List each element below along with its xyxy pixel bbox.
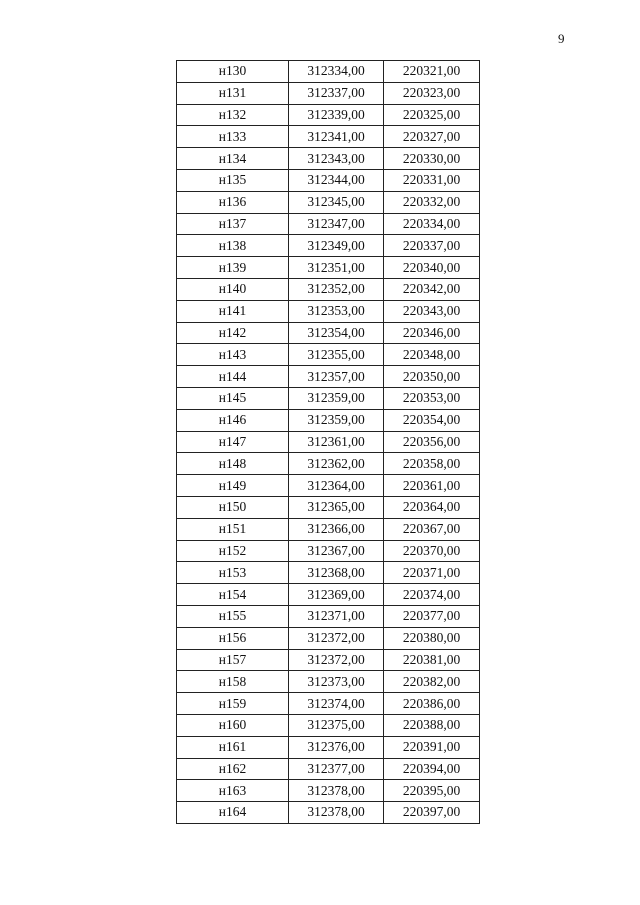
y-coordinate-cell: 220358,00 xyxy=(384,453,480,475)
point-id-cell: н147 xyxy=(177,431,289,453)
table-row xyxy=(177,584,480,606)
point-id-cell: н157 xyxy=(177,649,289,671)
x-coordinate-cell: 312355,00 xyxy=(289,344,384,366)
point-id-cell: н137 xyxy=(177,213,289,235)
y-coordinate-cell: 220397,00 xyxy=(384,802,480,824)
table-row xyxy=(177,562,480,584)
y-coordinate-cell: 220388,00 xyxy=(384,714,480,736)
point-id-cell: н151 xyxy=(177,518,289,540)
x-coordinate-cell: 312347,00 xyxy=(289,213,384,235)
y-coordinate-cell: 220340,00 xyxy=(384,257,480,279)
y-coordinate-cell: 220374,00 xyxy=(384,584,480,606)
y-coordinate-cell: 220356,00 xyxy=(384,431,480,453)
point-id-cell: н158 xyxy=(177,671,289,693)
table-row xyxy=(177,61,480,83)
table-row xyxy=(177,496,480,518)
point-id-cell: н160 xyxy=(177,714,289,736)
table-row xyxy=(177,82,480,104)
table-row xyxy=(177,235,480,257)
table-row xyxy=(177,453,480,475)
y-coordinate-cell: 220391,00 xyxy=(384,736,480,758)
table-row xyxy=(177,671,480,693)
table-row xyxy=(177,104,480,126)
point-id-cell: н156 xyxy=(177,627,289,649)
x-coordinate-cell: 312359,00 xyxy=(289,387,384,409)
y-coordinate-cell: 220337,00 xyxy=(384,235,480,257)
y-coordinate-cell: 220334,00 xyxy=(384,213,480,235)
x-coordinate-cell: 312334,00 xyxy=(289,61,384,83)
point-id-cell: н135 xyxy=(177,169,289,191)
y-coordinate-cell: 220354,00 xyxy=(384,409,480,431)
x-coordinate-cell: 312361,00 xyxy=(289,431,384,453)
y-coordinate-cell: 220325,00 xyxy=(384,104,480,126)
point-id-cell: н164 xyxy=(177,802,289,824)
point-id-cell: н161 xyxy=(177,736,289,758)
point-id-cell: н133 xyxy=(177,126,289,148)
page-number: 9 xyxy=(558,31,565,46)
y-coordinate-cell: 220321,00 xyxy=(384,61,480,83)
x-coordinate-cell: 312353,00 xyxy=(289,300,384,322)
x-coordinate-cell: 312339,00 xyxy=(289,104,384,126)
point-id-cell: н159 xyxy=(177,693,289,715)
x-coordinate-cell: 312362,00 xyxy=(289,453,384,475)
point-id-cell: н143 xyxy=(177,344,289,366)
point-id-cell: н138 xyxy=(177,235,289,257)
x-coordinate-cell: 312374,00 xyxy=(289,693,384,715)
coordinates-table-body xyxy=(177,61,480,824)
x-coordinate-cell: 312364,00 xyxy=(289,475,384,497)
x-coordinate-cell: 312341,00 xyxy=(289,126,384,148)
y-coordinate-cell: 220323,00 xyxy=(384,82,480,104)
table-row xyxy=(177,758,480,780)
point-id-cell: н149 xyxy=(177,475,289,497)
table-row xyxy=(177,649,480,671)
point-id-cell: н146 xyxy=(177,409,289,431)
point-id-cell: н142 xyxy=(177,322,289,344)
point-id-cell: н153 xyxy=(177,562,289,584)
table-row xyxy=(177,126,480,148)
y-coordinate-cell: 220377,00 xyxy=(384,605,480,627)
y-coordinate-cell: 220361,00 xyxy=(384,475,480,497)
x-coordinate-cell: 312365,00 xyxy=(289,496,384,518)
point-id-cell: н131 xyxy=(177,82,289,104)
table-row xyxy=(177,518,480,540)
point-id-cell: н152 xyxy=(177,540,289,562)
y-coordinate-cell: 220371,00 xyxy=(384,562,480,584)
x-coordinate-cell: 312352,00 xyxy=(289,278,384,300)
point-id-cell: н163 xyxy=(177,780,289,802)
y-coordinate-cell: 220343,00 xyxy=(384,300,480,322)
point-id-cell: н154 xyxy=(177,584,289,606)
point-id-cell: н162 xyxy=(177,758,289,780)
x-coordinate-cell: 312378,00 xyxy=(289,802,384,824)
x-coordinate-cell: 312337,00 xyxy=(289,82,384,104)
table-row xyxy=(177,780,480,802)
y-coordinate-cell: 220380,00 xyxy=(384,627,480,649)
coordinates-table xyxy=(176,60,480,824)
point-id-cell: н132 xyxy=(177,104,289,126)
y-coordinate-cell: 220386,00 xyxy=(384,693,480,715)
table-row xyxy=(177,540,480,562)
x-coordinate-cell: 312375,00 xyxy=(289,714,384,736)
y-coordinate-cell: 220364,00 xyxy=(384,496,480,518)
x-coordinate-cell: 312359,00 xyxy=(289,409,384,431)
y-coordinate-cell: 220370,00 xyxy=(384,540,480,562)
y-coordinate-cell: 220330,00 xyxy=(384,148,480,170)
point-id-cell: н139 xyxy=(177,257,289,279)
point-id-cell: н144 xyxy=(177,366,289,388)
x-coordinate-cell: 312343,00 xyxy=(289,148,384,170)
table-row xyxy=(177,475,480,497)
x-coordinate-cell: 312373,00 xyxy=(289,671,384,693)
table-row xyxy=(177,802,480,824)
x-coordinate-cell: 312376,00 xyxy=(289,736,384,758)
y-coordinate-cell: 220350,00 xyxy=(384,366,480,388)
y-coordinate-cell: 220353,00 xyxy=(384,387,480,409)
x-coordinate-cell: 312368,00 xyxy=(289,562,384,584)
point-id-cell: н141 xyxy=(177,300,289,322)
table-row xyxy=(177,169,480,191)
point-id-cell: н136 xyxy=(177,191,289,213)
y-coordinate-cell: 220342,00 xyxy=(384,278,480,300)
table-row xyxy=(177,736,480,758)
y-coordinate-cell: 220348,00 xyxy=(384,344,480,366)
point-id-cell: н155 xyxy=(177,605,289,627)
x-coordinate-cell: 312371,00 xyxy=(289,605,384,627)
table-row xyxy=(177,322,480,344)
point-id-cell: н140 xyxy=(177,278,289,300)
y-coordinate-cell: 220382,00 xyxy=(384,671,480,693)
x-coordinate-cell: 312377,00 xyxy=(289,758,384,780)
table-row xyxy=(177,213,480,235)
y-coordinate-cell: 220331,00 xyxy=(384,169,480,191)
table-row xyxy=(177,714,480,736)
table-row xyxy=(177,693,480,715)
x-coordinate-cell: 312349,00 xyxy=(289,235,384,257)
y-coordinate-cell: 220367,00 xyxy=(384,518,480,540)
x-coordinate-cell: 312344,00 xyxy=(289,169,384,191)
point-id-cell: н148 xyxy=(177,453,289,475)
table-row xyxy=(177,387,480,409)
table-row xyxy=(177,300,480,322)
point-id-cell: н130 xyxy=(177,61,289,83)
x-coordinate-cell: 312351,00 xyxy=(289,257,384,279)
table-row xyxy=(177,605,480,627)
x-coordinate-cell: 312367,00 xyxy=(289,540,384,562)
y-coordinate-cell: 220395,00 xyxy=(384,780,480,802)
x-coordinate-cell: 312345,00 xyxy=(289,191,384,213)
table-row xyxy=(177,148,480,170)
table-row xyxy=(177,278,480,300)
x-coordinate-cell: 312357,00 xyxy=(289,366,384,388)
table-row xyxy=(177,431,480,453)
y-coordinate-cell: 220394,00 xyxy=(384,758,480,780)
table-row xyxy=(177,344,480,366)
point-id-cell: н145 xyxy=(177,387,289,409)
table-row xyxy=(177,409,480,431)
y-coordinate-cell: 220332,00 xyxy=(384,191,480,213)
x-coordinate-cell: 312354,00 xyxy=(289,322,384,344)
table-row xyxy=(177,366,480,388)
x-coordinate-cell: 312372,00 xyxy=(289,649,384,671)
x-coordinate-cell: 312378,00 xyxy=(289,780,384,802)
y-coordinate-cell: 220381,00 xyxy=(384,649,480,671)
point-id-cell: н134 xyxy=(177,148,289,170)
x-coordinate-cell: 312366,00 xyxy=(289,518,384,540)
point-id-cell: н150 xyxy=(177,496,289,518)
table-row xyxy=(177,627,480,649)
x-coordinate-cell: 312369,00 xyxy=(289,584,384,606)
y-coordinate-cell: 220346,00 xyxy=(384,322,480,344)
table-row xyxy=(177,257,480,279)
table-row xyxy=(177,191,480,213)
x-coordinate-cell: 312372,00 xyxy=(289,627,384,649)
y-coordinate-cell: 220327,00 xyxy=(384,126,480,148)
